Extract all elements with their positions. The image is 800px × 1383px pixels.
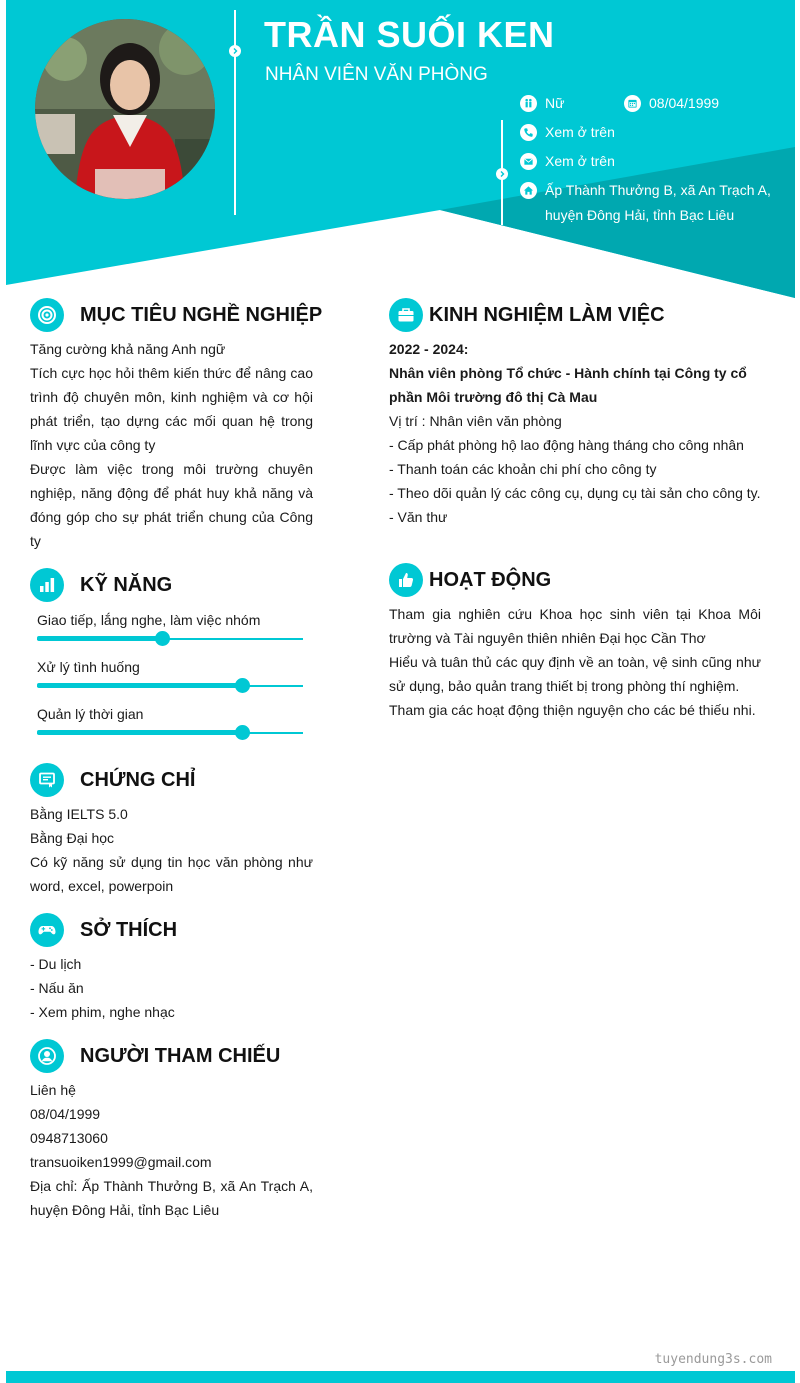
hobby-item: - Du lịch — [30, 956, 82, 972]
section-body — [30, 802, 313, 898]
candidate-job-title: NHÂN VIÊN VĂN PHÒNG — [265, 64, 488, 85]
skill-bar-knob — [235, 725, 250, 740]
experience-line: - Thanh toán các khoản chi phí cho công ty — [389, 461, 657, 477]
section-title: NGƯỜI THAM CHIẾU — [80, 1044, 281, 1067]
gender-icon — [520, 95, 537, 112]
address-value — [545, 178, 771, 228]
section-header — [389, 562, 761, 598]
bar-chart-icon — [30, 568, 64, 602]
experience-line: - Theo dõi quản lý các công cụ, dụng cụ tài sản cho công ty. — [389, 485, 761, 501]
section-body — [389, 337, 761, 529]
email-icon — [520, 153, 537, 170]
section-header — [30, 1038, 313, 1074]
section-body — [30, 1078, 313, 1222]
activity-line: Hiểu và tuân thủ các quy định về an toàn, vệ sinh cũng như sử dụng, bảo quản trang thiết bị trong phòng thí nghiệm. — [389, 654, 761, 694]
reference-line: Liên hệ — [30, 1082, 76, 1098]
info-email — [520, 149, 615, 174]
info-birthday — [624, 91, 719, 116]
skill-bar-fill — [37, 636, 162, 641]
info-address — [520, 178, 780, 228]
skills-list — [30, 608, 313, 749]
activity-line: Tham gia nghiên cứu Khoa học sinh viên tại Khoa Môi trường và Tài nguyên thiên nhiên Đại học Cần Thơ — [389, 606, 761, 646]
info-gender — [520, 91, 564, 116]
section-experience — [389, 297, 761, 529]
reference-email: transuoiken1999@gmail.com — [30, 1154, 212, 1170]
calendar-icon — [624, 95, 641, 112]
career-goal-line: Được làm việc trong môi trường chuyên nghiệp, năng động để phát huy khả năng và đóng góp cho sự phát triển chung của Công ty — [30, 461, 313, 549]
section-hobbies — [30, 912, 313, 1024]
candidate-name: TRẦN SUỐI KEN — [264, 14, 555, 55]
reference-line: 0948713060 — [30, 1130, 108, 1146]
section-header — [30, 567, 313, 603]
skill-bar-fill — [37, 683, 242, 688]
birthday-value: 08/04/1999 — [649, 95, 720, 111]
skill-bar — [37, 732, 303, 734]
section-references — [30, 1038, 313, 1222]
section-title: KINH NGHIỆM LÀM VIỆC — [429, 303, 665, 326]
home-icon — [520, 182, 537, 199]
gender-value: Nữ — [545, 95, 565, 111]
skill-bar-knob — [235, 678, 250, 693]
skill-item — [30, 608, 313, 655]
skill-item — [30, 702, 313, 749]
skill-label: Quản lý thời gian — [37, 706, 144, 722]
section-body — [389, 602, 761, 722]
experience-line: Vị trí : Nhân viên văn phòng — [389, 413, 562, 429]
section-header — [30, 762, 313, 798]
section-title: MỤC TIÊU NGHỀ NGHIỆP — [80, 303, 323, 326]
briefcase-icon — [389, 298, 423, 332]
certificate-line: Bằng IELTS 5.0 — [30, 806, 128, 822]
section-title: HOẠT ĐỘNG — [429, 568, 552, 591]
certificate-icon — [30, 763, 64, 797]
section-title: SỞ THÍCH — [80, 918, 178, 941]
skill-bar — [37, 685, 303, 687]
watermark: tuyendung3s.com — [654, 1352, 772, 1367]
section-title: KỸ NĂNG — [80, 573, 173, 596]
experience-line: - Cấp phát phòng hộ lao động hàng tháng cho công nhân — [389, 437, 744, 453]
experience-period: 2022 - 2024: — [389, 341, 469, 357]
target-icon — [30, 298, 64, 332]
user-icon — [30, 1039, 64, 1073]
career-goal-line: Tăng cường khả năng Anh ngữ — [30, 341, 226, 357]
thumbs-up-icon — [389, 563, 423, 597]
reference-address: Địa chỉ: Ấp Thành Thưởng B, xã An Trạch A, huyện Đông Hải, tỉnh Bạc Liêu — [30, 1178, 313, 1218]
phone-value: Xem ở trên — [545, 124, 615, 140]
phone-icon — [520, 124, 537, 141]
skill-label: Giao tiếp, lắng nghe, làm việc nhóm — [37, 612, 261, 628]
header-divider-right-chevron — [496, 168, 508, 180]
gamepad-icon — [30, 913, 64, 947]
email-value: Xem ở trên — [545, 153, 615, 169]
skill-bar-fill — [37, 730, 242, 735]
experience-position: Nhân viên phòng Tổ chức - Hành chính tại Công ty cổ phần Môi trường đô thị Cà Mau — [389, 365, 747, 405]
section-body — [30, 952, 313, 1024]
info-phone — [520, 120, 615, 145]
section-body — [30, 337, 313, 553]
career-goal-line: Tích cực học hỏi thêm kiến thức để nâng cao trình độ chuyên môn, kinh nghiệm và cơ hội phát triển, tạo dựng các mối quan hệ trong lĩnh vực của công ty — [30, 365, 313, 453]
skill-label: Xử lý tình huống — [37, 659, 140, 675]
activity-line: Tham gia các hoạt động thiện nguyện cho các bé thiếu nhi. — [389, 702, 756, 718]
hobby-item: - Xem phim, nghe nhạc — [30, 1004, 175, 1020]
address-line-2: huyện Đông Hải, tỉnh Bạc Liêu — [545, 207, 735, 223]
section-header — [389, 297, 761, 333]
reference-line: 08/04/1999 — [30, 1106, 101, 1122]
header-divider-left-chevron — [229, 45, 241, 57]
section-title: CHỨNG CHỈ — [80, 768, 196, 791]
certificate-line: Bằng Đại học — [30, 830, 115, 846]
section-skills — [30, 567, 313, 749]
hobby-item: - Nấu ăn — [30, 980, 84, 996]
section-activities — [389, 562, 761, 722]
skill-bar-knob — [155, 631, 170, 646]
section-header — [30, 297, 323, 333]
footer-bar — [6, 1371, 795, 1383]
section-header — [30, 912, 313, 948]
section-career-goal — [30, 297, 323, 553]
skill-bar — [37, 638, 303, 640]
header-divider-left — [234, 10, 236, 215]
certificate-line: Có kỹ năng sử dụng tin học văn phòng như word, excel, powerpoin — [30, 854, 313, 894]
experience-line: - Văn thư — [389, 509, 448, 525]
section-certificates — [30, 762, 313, 898]
address-line-1: Ấp Thành Thưởng B, xã An Trạch A, — [545, 182, 771, 198]
profile-photo — [35, 19, 215, 199]
skill-item — [30, 655, 313, 702]
